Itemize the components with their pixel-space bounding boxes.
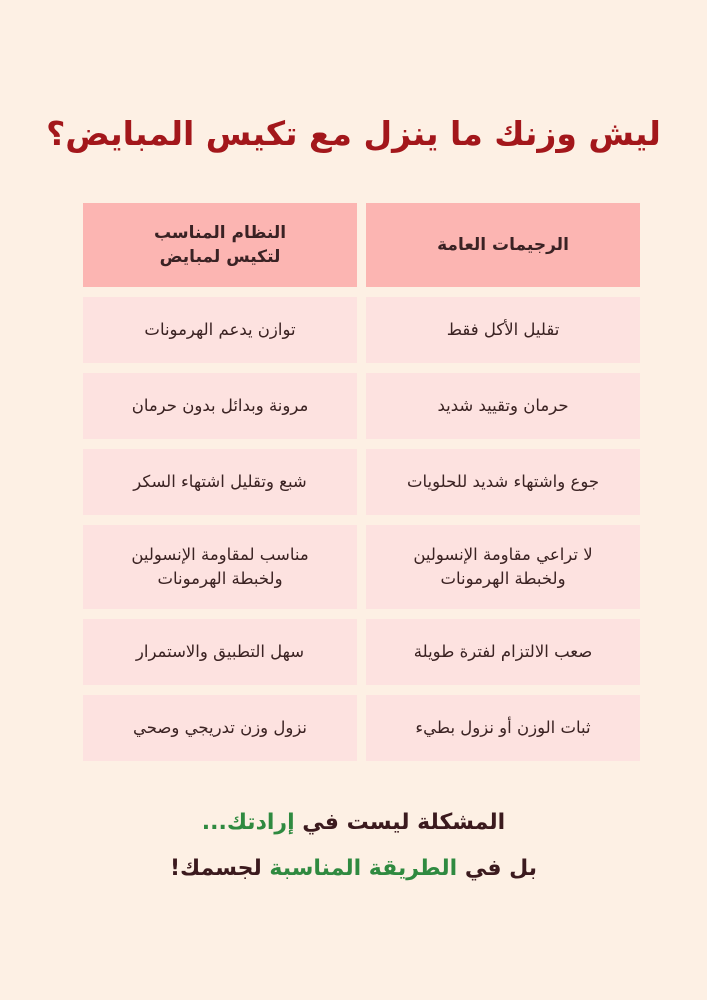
table-header-pcos-system: النظام المناسب لتكيس لمبايض — [83, 203, 357, 287]
footer-message — [0, 800, 707, 892]
comparison-table — [83, 203, 640, 761]
table-cell-pcos-1: توازن يدعم الهرمونات — [83, 297, 357, 363]
footer-text-problem: المشكلة ليست في — [294, 810, 506, 835]
table-cell-pcos-6: نزول وزن تدريجي وصحي — [83, 695, 357, 761]
table-cell-pcos-2: مرونة وبدائل بدون حرمان — [83, 373, 357, 439]
footer-line-1 — [0, 800, 707, 846]
table-cell-general-2: حرمان وتقييد شديد — [366, 373, 640, 439]
table-cell-general-4: لا تراعي مقاومة الإنسولين ولخبطة الهرمونات — [366, 525, 640, 609]
table-cell-general-1: تقليل الأكل فقط — [366, 297, 640, 363]
footer-line-2 — [0, 846, 707, 892]
table-cell-pcos-3: شبع وتقليل اشتهاء السكر — [83, 449, 357, 515]
footer-text-for-body: لجسمك! — [169, 856, 270, 881]
table-cell-pcos-5: سهل التطبيق والاستمرار — [83, 619, 357, 685]
table-cell-general-5: صعب الالتزام لفترة طويلة — [366, 619, 640, 685]
table-cell-pcos-4: مناسب لمقاومة الإنسولين ولخبطة الهرمونات — [83, 525, 357, 609]
table-header-general-diets: الرجيمات العامة — [366, 203, 640, 287]
footer-text-but: بل في — [457, 856, 538, 881]
footer-text-willpower: إرادتك... — [201, 810, 295, 835]
table-cell-general-3: جوع واشتهاء شديد للحلويات — [366, 449, 640, 515]
table-cell-general-6: ثبات الوزن أو نزول بطيء — [366, 695, 640, 761]
footer-text-right-way: الطريقة المناسبة — [269, 856, 458, 881]
page-title: ليش وزنك ما ينزل مع تكيس المبايض؟ — [46, 114, 661, 153]
